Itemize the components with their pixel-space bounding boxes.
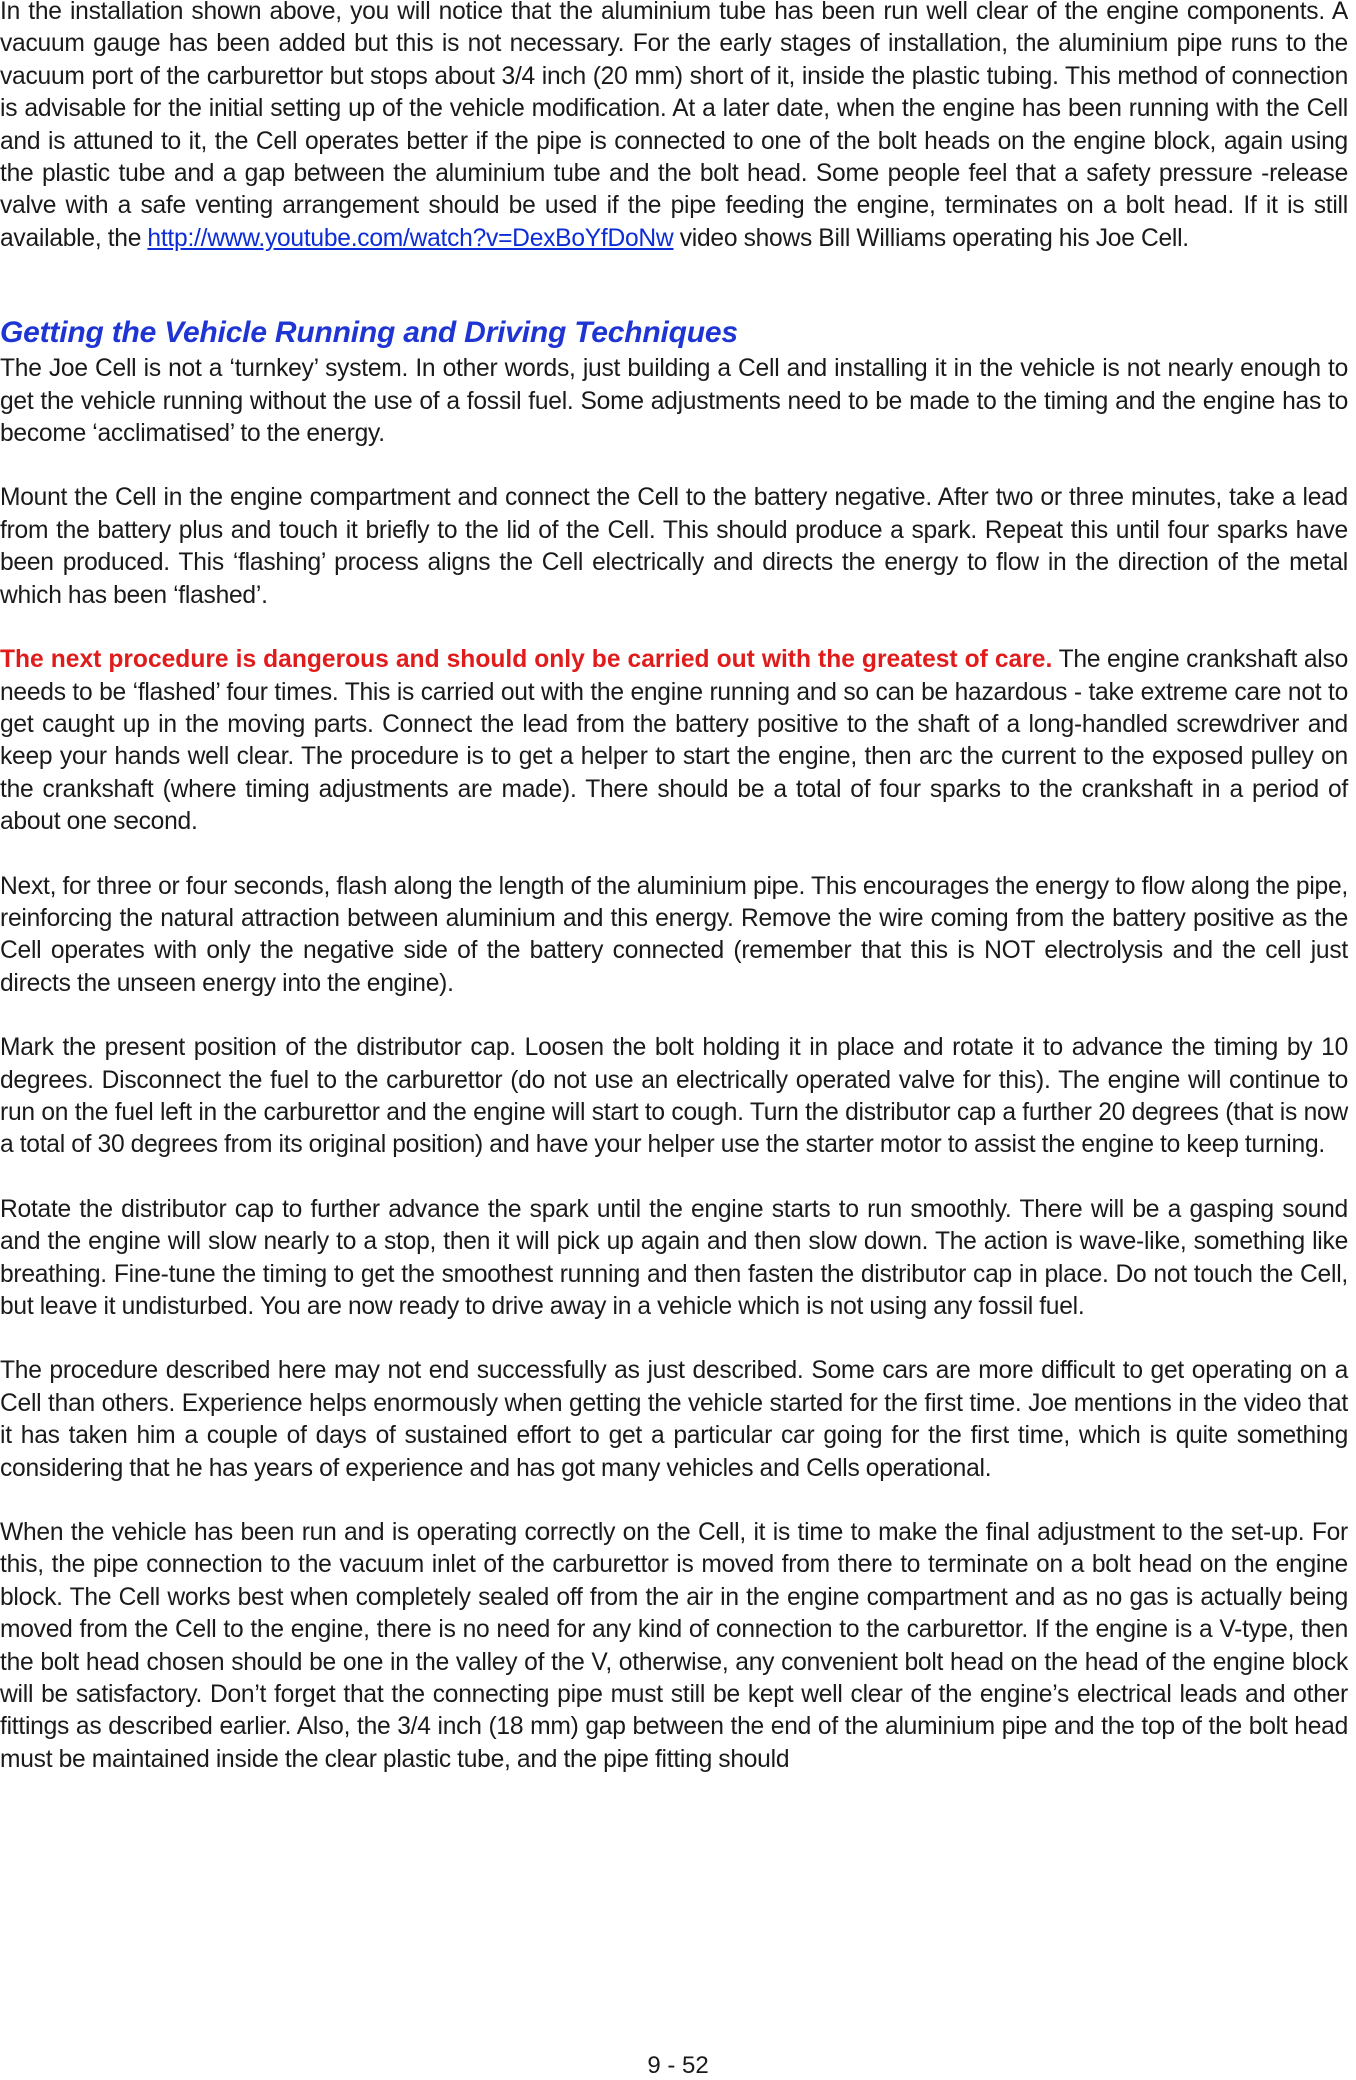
- paragraph-installation: [0, 0, 1348, 255]
- paragraph-turnkey: The Joe Cell is not a ‘turnkey’ system. In other words, just building a Cell and installing it in the vehicle is not nearly enough to get the vehicle running without the use of a fossil fuel. Some adjustments need to be made to the timing and the engine has to become ‘acclimatised’ to the energy.: [0, 355, 1348, 448]
- paragraph-crankshaft-flash: [0, 644, 1348, 838]
- warning-text: The next procedure is dangerous and should only be carried out with the greatest of care.: [0, 646, 1053, 674]
- section-heading: Getting the Vehicle Running and Driving Techniques: [0, 316, 738, 350]
- paragraph-installation-text-end: video shows Bill Williams operating his Joe Cell.: [673, 224, 1189, 252]
- paragraph-final-adjustment: When the vehicle has been run and is operating correctly on the Cell, it is time to make the final adjustment to the set-up. For this, the pipe connection to the vacuum inlet of the carburettor is moved from there to terminate on a bolt head on the engine block. The Cell works best when completely sealed off from the air in the engine compartment and as no gas is actually being moved from the Cell to the engine, there is no need for any kind of connection to the carburettor. If the engine is a V-type, then the bolt head chosen should be one in the valley of the V, otherwise, any convenient bolt head on the head of the engine block will be satisfactory. Don’t forget that the connecting pipe must still be kept well clear of the engine’s electrical leads and other fittings as described earlier. Also, the 3/4 inch (18 mm) gap between the end of the aluminium pipe and the top of the bolt head must be maintained inside the clear plastic tube, and the pipe fitting should: [0, 1519, 1348, 1773]
- paragraph-distributor-cap: Mark the present position of the distributor cap. Loosen the bolt holding it in place and rotate it to advance the timing by 10 degrees. Disconnect the fuel to the carburettor (do not use an electrically operated valve for this). The engine will continue to run on the fuel left in the carburettor and the engine will start to cough. Turn the distributor cap a further 20 degrees (that is now a total of 30 degrees from its original position) and have your helper use the starter motor to assist the engine to keep turning.: [0, 1034, 1348, 1159]
- paragraph-procedure-note: The procedure described here may not end successfully as just described. Some cars are more difficult to get operating on a Cell than others. Experience helps enormously when getting the vehicle started for the first time. Joe mentions in the video that it has taken him a couple of days of sustained effort to get a particular car going for the first time, which is quite something considering that he has years of experience and has got many vehicles and Cells operational.: [0, 1357, 1348, 1482]
- paragraph-advance-spark: Rotate the distributor cap to further advance the spark until the engine starts to run smoothly. There will be a gasping sound and the engine will slow nearly to a stop, then it will pick up again and then slow down. The action is wave-like, something like breathing. Fine-tune the timing to get the smoothest running and then fasten the distributor cap in place. Do not touch the Cell, but leave it undisturbed. You are now ready to drive away in a vehicle which is not using any fossil fuel.: [0, 1195, 1348, 1320]
- youtube-video-link[interactable]: http://www.youtube.com/watch?v=DexBoYfDoNw: [147, 224, 674, 252]
- paragraph-mount-cell: Mount the Cell in the engine compartment and connect the Cell to the battery negative. After two or three minutes, take a lead from the battery plus and touch it briefly to the lid of the Cell. This should produce a spark. Repeat this until four sparks have been produced. This ‘flashing’ process aligns the Cell electrically and directs the energy to flow in the direction of the metal which has been ‘flashed’.: [0, 484, 1348, 609]
- paragraph-crankshaft-text: The engine crankshaft also needs to be ‘flashed’ four times. This is carried out with the engine running and so can be hazardous - take extreme care not to get caught up in the moving parts. Connect the lead from the battery positive to the shaft of a long-handled screwdriver and keep your hands well clear. The procedure is to get a helper to start the engine, then arc the current to the exposed pulley on the crankshaft (where timing adjustments are made). There should be a total of four sparks to the crankshaft in a period of about one second.: [0, 646, 1348, 836]
- page-number: 9 - 52: [647, 2052, 709, 2079]
- paragraph-flash-pipe: Next, for three or four seconds, flash along the length of the aluminium pipe. This encourages the energy to flow along the pipe, reinforcing the natural attraction between aluminium and this energy. Remove the wire coming from the battery positive as the Cell operates with only the negative side of the battery connected (remember that this is NOT electrolysis and the cell just directs the unseen energy into the engine).: [0, 872, 1348, 997]
- paragraph-installation-text: In the installation shown above, you will notice that the aluminium tube has been run well clear of the engine components. A vacuum gauge has been added but this is not necessary. For the early stages of installation, the aluminium pipe runs to the vacuum port of the carburettor but stops about 3/4 inch (20 mm) short of it, inside the plastic tubing. This method of connection is advisable for the initial setting up of the vehicle modification. At a later date, when the engine has been running with the Cell and is attuned to it, the Cell operates better if the pipe is connected to one of the bolt heads on the engine block, again using the plastic tube and a gap between the aluminium tube and the bolt head. Some people feel that a safety pressure -release valve with a safe venting arrangement should be used if the pipe feeding the engine, terminates on a bolt head. If it is still available, the: [0, 0, 1348, 252]
